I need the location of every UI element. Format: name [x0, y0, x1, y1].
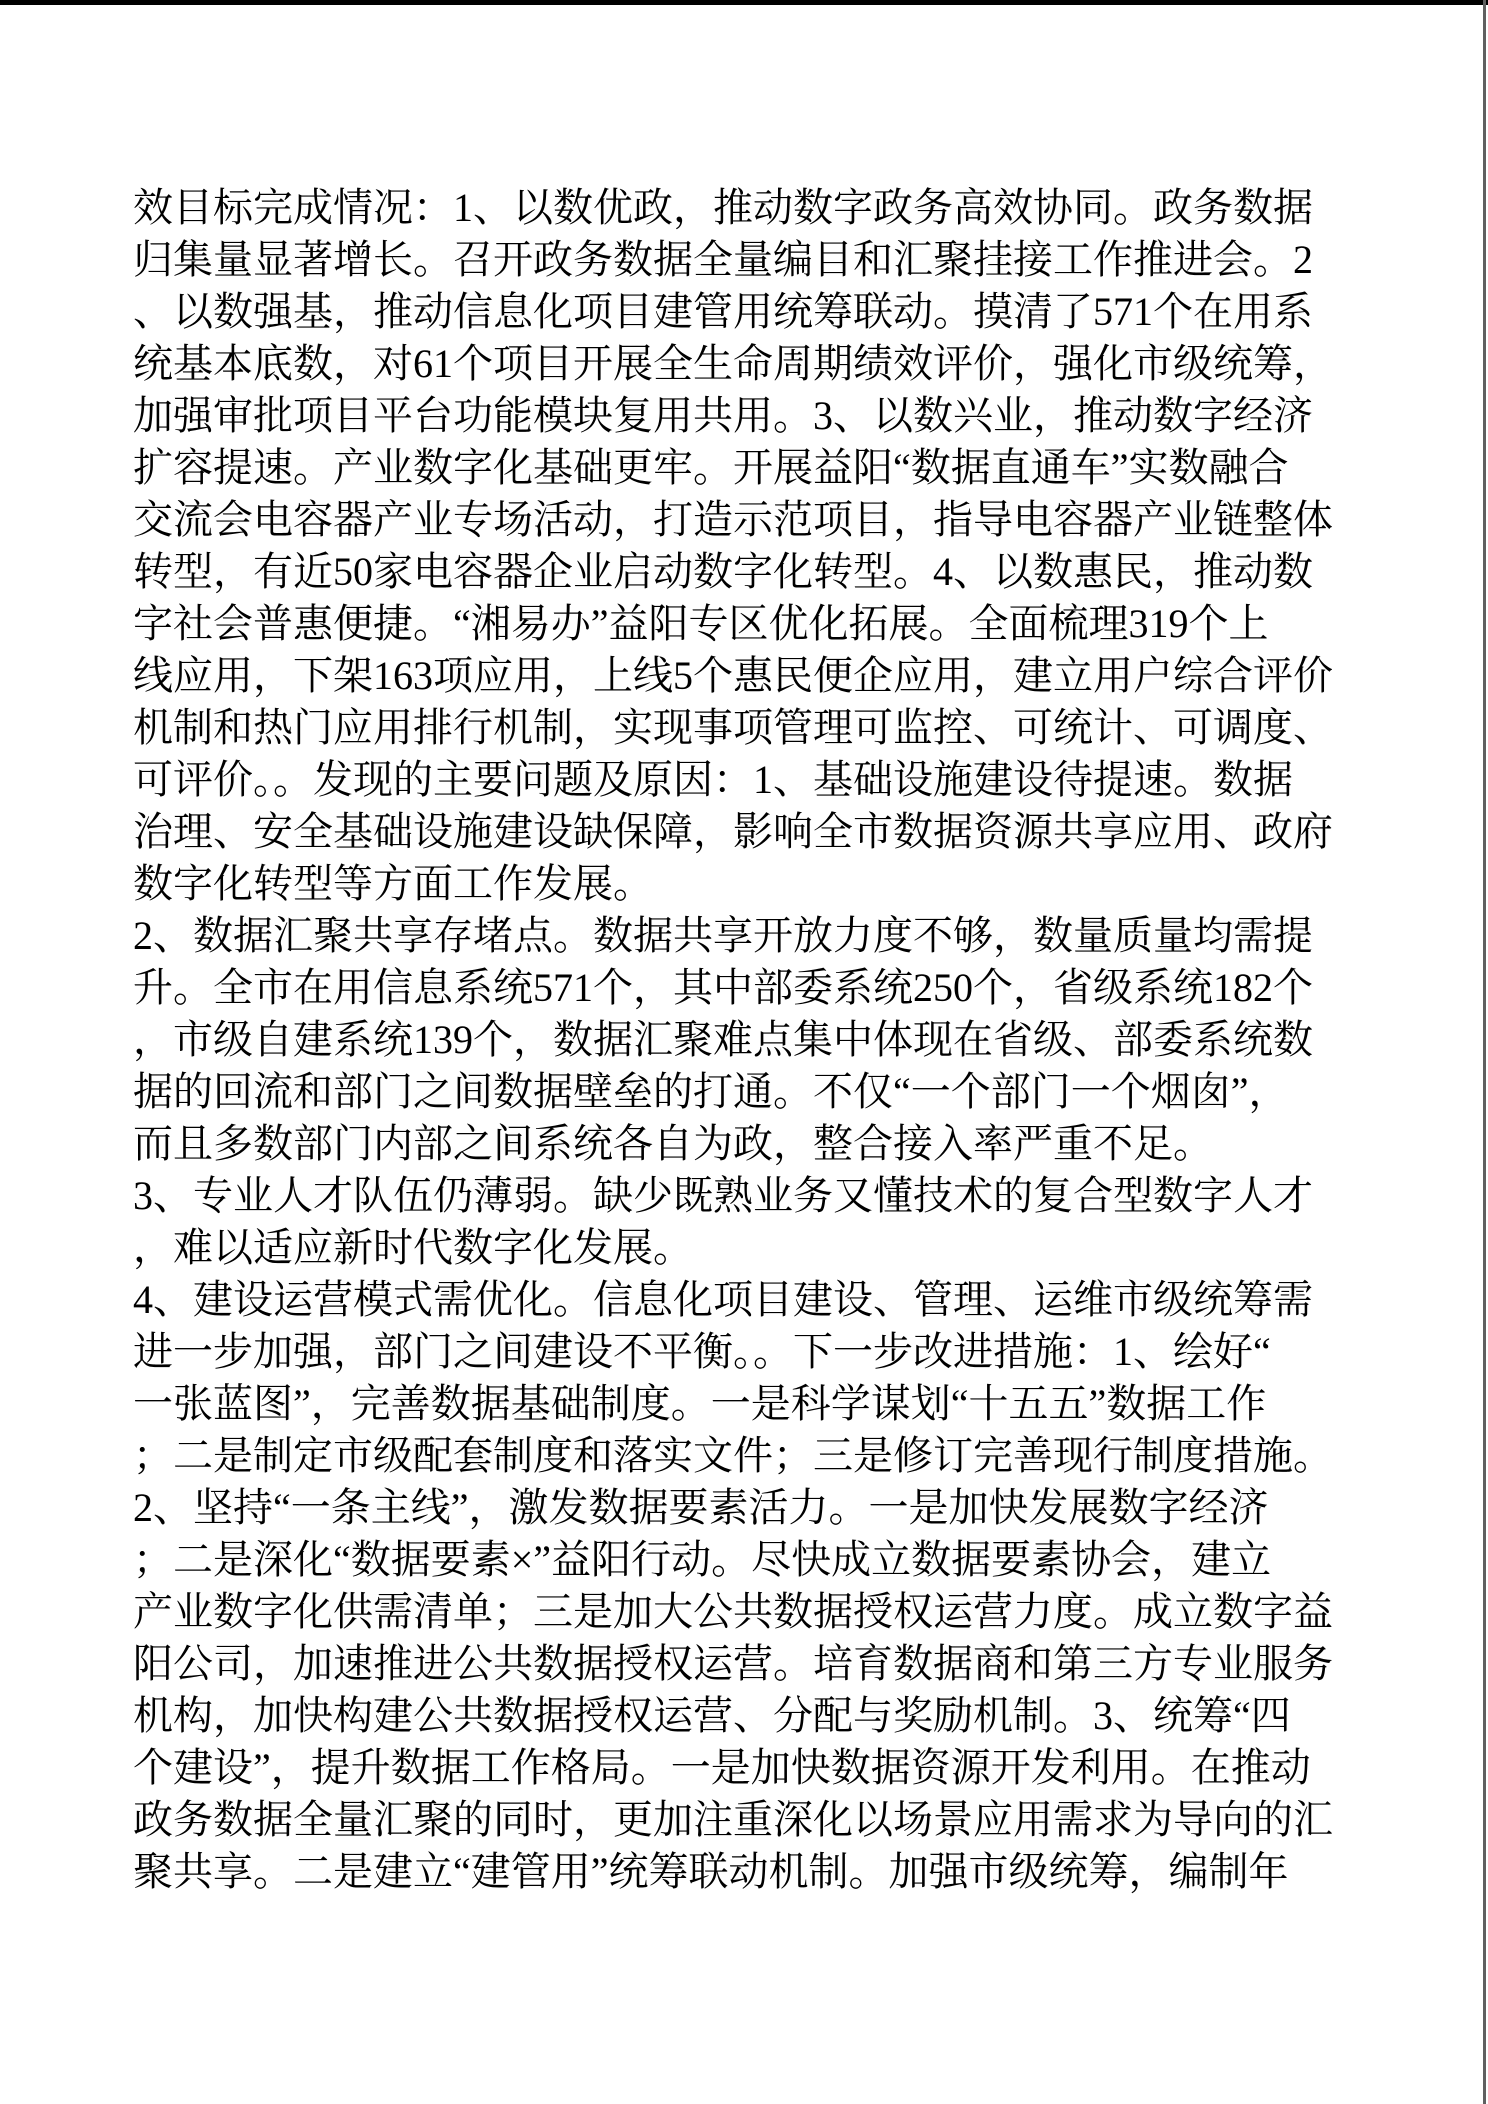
- text-line: 机构，加快构建公共数据授权运营、分配与奖励机制。3、统筹“四: [133, 1693, 1291, 1738]
- text-line: 加强审批项目平台功能模块复用共用。3、以数兴业，推动数字经济: [133, 393, 1313, 438]
- text-line: 字社会普惠便捷。“湘易办”益阳专区优化拓展。全面梳理319个上: [133, 601, 1269, 646]
- text-line: ；二是深化“数据要素×”益阳行动。尽快成立数据要素协会，建立: [133, 1537, 1272, 1582]
- text-line: 政务数据全量汇聚的同时，更加注重深化以场景应用需求为导向的汇: [133, 1797, 1333, 1842]
- text-line: 而且多数部门内部之间系统各自为政，整合接入率严重不足。: [133, 1121, 1213, 1166]
- text-line: 一张蓝图”，完善数据基础制度。一是科学谋划“十五五”数据工作: [133, 1381, 1267, 1426]
- text-line: 2、坚持“一条主线”，激发数据要素活力。一是加快发展数字经济: [133, 1485, 1269, 1530]
- text-line: 扩容提速。产业数字化基础更牢。开展益阳“数据直通车”实数融合: [133, 445, 1289, 490]
- text-line: 3、专业人才队伍仍薄弱。缺少既熟业务又懂技术的复合型数字人才: [133, 1173, 1313, 1218]
- text-line: 数字化转型等方面工作发展。: [133, 861, 653, 906]
- text-line: 据的回流和部门之间数据壁垒的打通。不仅“一个部门一个烟囱”，: [133, 1069, 1289, 1114]
- text-line: 可评价。。发现的主要问题及原因：1、基础设施建设待提速。数据: [133, 757, 1293, 802]
- text-line: 线应用，下架163项应用，上线5个惠民便企应用，建立用户综合评价: [133, 653, 1333, 698]
- page-top-border: [0, 0, 1488, 5]
- text-line: 统基本底数，对61个项目开展全生命周期绩效评价，强化市级统筹，: [133, 341, 1333, 386]
- text-line: 4、建设运营模式需优化。信息化项目建设、管理、运维市级统筹需: [133, 1277, 1313, 1322]
- text-line: 产业数字化供需清单；三是加大公共数据授权运营力度。成立数字益: [133, 1589, 1333, 1634]
- text-line: 进一步加强，部门之间建设不平衡。。下一步改进措施：1、绘好“: [133, 1329, 1271, 1374]
- text-line: 个建设”，提升数据工作格局。一是加快数据资源开发利用。在推动: [133, 1745, 1311, 1790]
- text-line: 归集量显著增长。召开政务数据全量编目和汇聚挂接工作推进会。2: [133, 237, 1313, 282]
- text-line: ，市级自建系统139个，数据汇聚难点集中体现在省级、部委系统数: [133, 1017, 1313, 1062]
- text-line: 机制和热门应用排行机制，实现事项管理可监控、可统计、可调度、: [133, 705, 1333, 750]
- text-line: 2、数据汇聚共享存堵点。数据共享开放力度不够，数量质量均需提: [133, 913, 1313, 958]
- text-line: 升。全市在用信息系统571个，其中部委系统250个，省级系统182个: [133, 965, 1313, 1010]
- text-line: 聚共享。二是建立“建管用”统筹联动机制。加强市级统筹，编制年: [133, 1849, 1289, 1894]
- text-line: ；二是制定市级配套制度和落实文件；三是修订完善现行制度措施。: [133, 1433, 1333, 1478]
- text-line: 、以数强基，推动信息化项目建管用统筹联动。摸清了571个在用系: [133, 289, 1313, 334]
- text-line: 治理、安全基础设施建设缺保障，影响全市数据资源共享应用、政府: [133, 809, 1333, 854]
- text-line: ，难以适应新时代数字化发展。: [133, 1225, 693, 1270]
- page-right-border: [1483, 0, 1486, 2104]
- document-text-block: [133, 182, 1333, 1898]
- text-line: 交流会电容器产业专场活动，打造示范项目，指导电容器产业链整体: [133, 497, 1333, 542]
- text-line: 效目标完成情况：1、以数优政，推动数字政务高效协同。政务数据: [133, 185, 1313, 230]
- text-line: 阳公司，加速推进公共数据授权运营。培育数据商和第三方专业服务: [133, 1641, 1333, 1686]
- text-line: 转型，有近50家电容器企业启动数字化转型。4、以数惠民，推动数: [133, 549, 1313, 594]
